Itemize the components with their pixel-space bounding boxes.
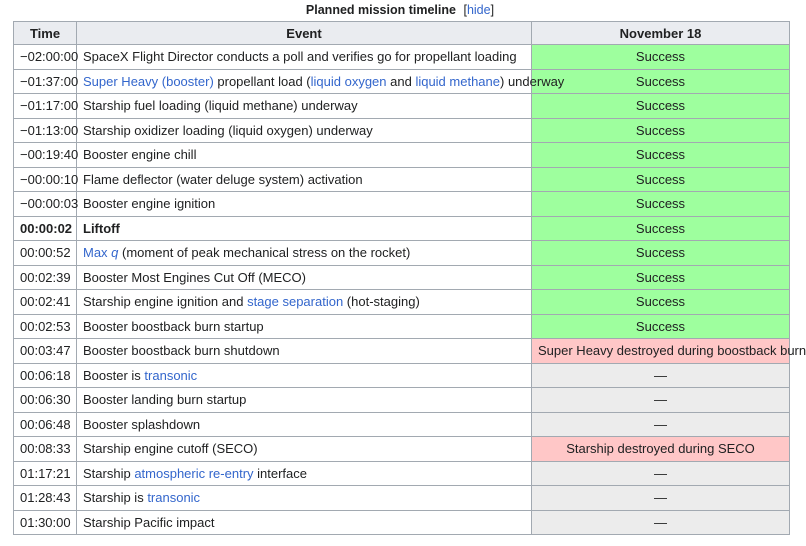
event-text: Starship engine cutoff (SECO)	[83, 441, 258, 457]
caption-title: Planned mission timeline	[305, 3, 456, 17]
result-cell: Success	[532, 143, 790, 168]
event-link[interactable]: liquid oxygen	[310, 73, 387, 89]
table-row	[14, 412, 790, 437]
event-cell	[77, 290, 532, 315]
time-cell: 01:30:00	[14, 510, 77, 535]
event-text: Booster splashdown	[83, 416, 201, 432]
table-row	[14, 290, 790, 315]
event-text: Booster boostback burn shutdown	[83, 343, 280, 359]
event-text: Booster Most Engines Cut Off (MECO)	[83, 269, 306, 285]
table-row	[14, 45, 790, 70]
event-link[interactable]: q	[111, 245, 119, 261]
header-row	[14, 22, 790, 45]
table-row	[14, 143, 790, 168]
time-cell: 00:00:02	[14, 216, 77, 241]
event-link[interactable]: Super Heavy (booster)	[83, 73, 214, 89]
event-link[interactable]: stage separation	[247, 294, 344, 310]
time-cell: −00:00:03	[14, 192, 77, 217]
event-text: ) underway	[500, 73, 565, 89]
event-cell	[77, 143, 532, 168]
event-cell	[77, 94, 532, 119]
time-cell: 00:06:18	[14, 363, 77, 388]
result-cell: —	[532, 412, 790, 437]
event-cell	[77, 486, 532, 511]
result-cell: Success	[532, 265, 790, 290]
event-cell	[77, 510, 532, 535]
header-date: November 18	[532, 22, 790, 45]
time-cell: −02:00:00	[14, 45, 77, 70]
table-row	[14, 388, 790, 413]
table-row	[14, 216, 790, 241]
time-cell: 00:02:39	[14, 265, 77, 290]
header-event: Event	[77, 22, 532, 45]
table-row	[14, 192, 790, 217]
event-text: (moment of peak mechanical stress on the rocket)	[118, 245, 411, 261]
event-text: Flame deflector (water deluge system) activation	[83, 171, 363, 187]
event-cell	[77, 45, 532, 70]
table-row	[14, 118, 790, 143]
event-cell	[77, 339, 532, 364]
table-row	[14, 486, 790, 511]
event-text: Starship is	[83, 490, 148, 506]
mission-timeline-table	[13, 21, 806, 535]
event-text: (hot-staging)	[343, 294, 420, 310]
event-link[interactable]: Max	[83, 245, 112, 261]
time-cell: 00:02:53	[14, 314, 77, 339]
table-row	[14, 363, 790, 388]
table-row	[14, 241, 790, 266]
time-cell: 00:06:48	[14, 412, 77, 437]
table-caption	[0, 0, 800, 20]
table-row	[14, 167, 790, 192]
event-text: and	[386, 73, 416, 89]
result-cell: Success	[532, 192, 790, 217]
event-cell	[77, 388, 532, 413]
event-cell	[77, 69, 565, 94]
time-cell: −00:00:10	[14, 167, 77, 192]
result-cell: —	[532, 486, 790, 511]
event-text: Booster engine ignition	[83, 196, 216, 212]
result-cell: Success	[532, 118, 790, 143]
result-cell: —	[532, 388, 790, 413]
result-cell: Starship destroyed during SECO	[532, 437, 790, 462]
event-text: Starship	[83, 465, 135, 481]
time-cell: 00:03:47	[14, 339, 77, 364]
event-text: Starship fuel loading (liquid methane) underway	[83, 98, 358, 114]
event-text: propellant load (	[213, 73, 311, 89]
event-cell	[77, 412, 532, 437]
event-cell	[77, 265, 532, 290]
hide-toggle	[463, 3, 494, 17]
event-text: Booster engine chill	[83, 147, 197, 163]
event-link[interactable]: transonic	[144, 367, 198, 383]
result-cell: Super Heavy destroyed during boostback burn	[532, 339, 790, 364]
result-cell: —	[532, 510, 790, 535]
table-row	[14, 265, 790, 290]
time-cell: 01:17:21	[14, 461, 77, 486]
time-cell: −00:19:40	[14, 143, 77, 168]
event-cell	[77, 314, 532, 339]
event-text: Booster boostback burn startup	[83, 318, 264, 334]
event-text: Starship Pacific impact	[83, 514, 215, 530]
time-cell: 01:28:43	[14, 486, 77, 511]
event-cell	[77, 192, 532, 217]
event-cell	[77, 461, 532, 486]
time-cell: −01:37:00	[14, 69, 77, 94]
event-text: Starship engine ignition and	[83, 294, 248, 310]
table-row	[14, 69, 790, 94]
table-row	[14, 461, 790, 486]
result-cell: Success	[532, 290, 790, 315]
bracket-close: ]	[490, 3, 495, 17]
time-cell: −01:17:00	[14, 94, 77, 119]
event-text: Starship oxidizer loading (liquid oxygen) underway	[83, 122, 373, 138]
result-cell: Success	[532, 241, 790, 266]
event-link[interactable]: transonic	[147, 490, 201, 506]
event-text: interface	[253, 465, 308, 481]
table-row	[14, 314, 790, 339]
event-cell	[77, 216, 532, 241]
result-cell: Success	[532, 45, 790, 70]
event-text: SpaceX Flight Director conducts a poll and verifies go for propellant loading	[83, 49, 517, 65]
event-cell	[77, 241, 532, 266]
time-cell: 00:06:30	[14, 388, 77, 413]
event-text: Booster is	[83, 367, 145, 383]
bracket-open: [	[463, 3, 467, 17]
header-time: Time	[14, 22, 77, 45]
result-cell: Success	[532, 94, 790, 119]
time-cell: 00:02:41	[14, 290, 77, 315]
event-cell	[77, 363, 532, 388]
table-row	[14, 510, 790, 535]
event-cell	[77, 118, 532, 143]
time-cell: 00:08:33	[14, 437, 77, 462]
result-cell: Success	[532, 216, 790, 241]
table-row	[14, 437, 790, 462]
event-cell	[77, 167, 532, 192]
table-row	[14, 94, 790, 119]
table-row	[14, 339, 790, 364]
event-cell	[77, 437, 532, 462]
result-cell: —	[532, 461, 790, 486]
time-cell: −01:13:00	[14, 118, 77, 143]
result-cell: —	[532, 363, 790, 388]
event-link[interactable]: atmospheric re-entry	[134, 465, 254, 481]
result-cell: Success	[532, 167, 790, 192]
event-text: Booster landing burn startup	[83, 392, 247, 408]
time-cell: 00:00:52	[14, 241, 77, 266]
event-text: Liftoff	[83, 220, 120, 236]
result-cell: Success	[532, 314, 790, 339]
hide-link[interactable]: hide	[466, 3, 491, 17]
result-cell: Success	[532, 69, 790, 94]
event-link[interactable]: liquid methane	[415, 73, 500, 89]
